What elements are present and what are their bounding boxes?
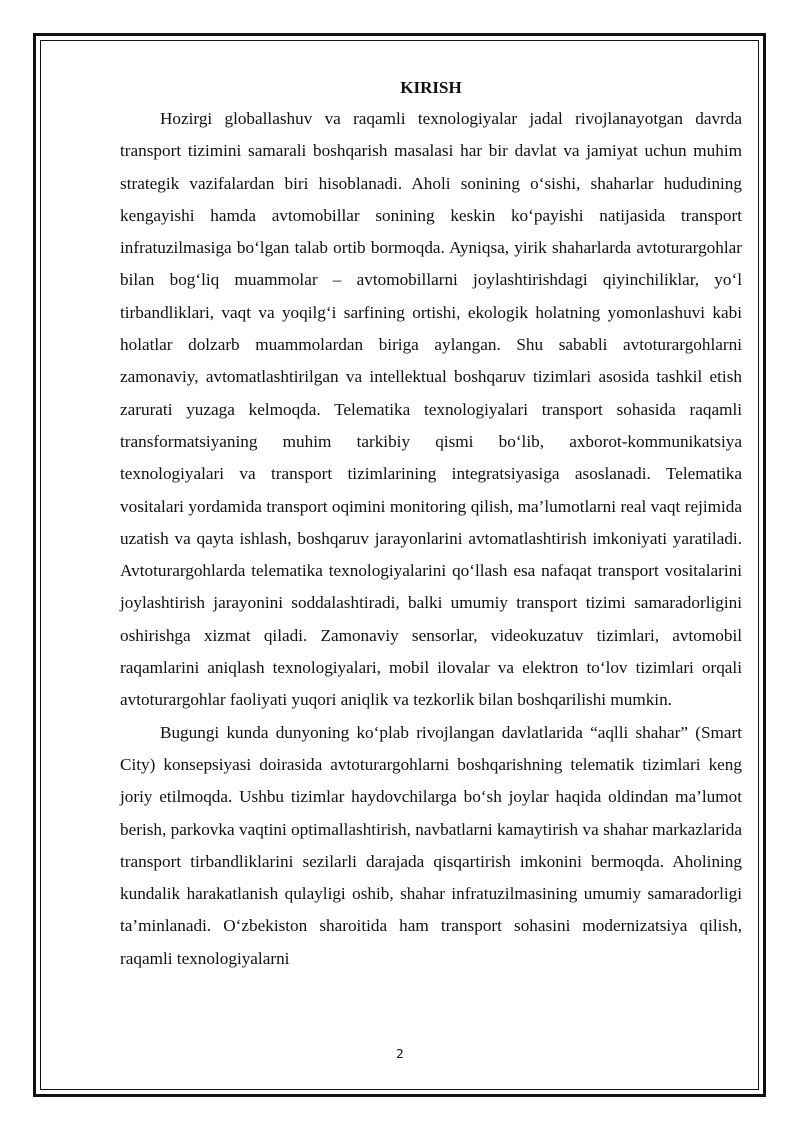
paragraph-1: Hozirgi globallashuv va raqamli texnologiyalar jadal rivojlanayotgan davrda transport tizimini samarali boshqarish masalasi har bir davlat va jamiyat uchun muhim strategik vazifalardan biri hisoblanadi. Aholi sonining o‘sishi, shaharlar hududining kengayishi hamda avtomobillar sonining keskin ko‘payishi natijasida transport infratuzilmasiga bo‘lgan talab ortib bormoqda. Ayniqsa, yirik shaharlarda avtoturargohlar bilan bog‘liq muammolar – avtomobillarni joylashtirishdagi qiyinchiliklar, yo‘l tirbandliklari, vaqt va yoqilg‘i sarfining ortishi, ekologik holatning yomonlashuvi kabi holatlar dolzarb muammolardan biriga aylangan. Shu sababli avtoturargohlarni zamonaviy, avtomatlashtirilgan va intellektual boshqaruv tizimlari asosida tashkil etish zarurati yuzaga kelmoqda. Telematika texnologiyalari transport sohasida raqamli transformatsiyaning muhim tarkibiy qismi bo‘lib, axborot-kommunikatsiya texnologiyalari va transport tizimlarining integratsiyasiga asoslanadi. Telematika vositalari yordamida transport oqimini monitoring qilish, ma’lumotlarni real vaqt rejimida uzatish va qayta ishlash, boshqaruv jarayonlarini avtomatlashtirish imkoniyati yaratiladi. Avtoturargohlarda telematika texnologiyalarini qo‘llash esa nafaqat transport vositalarini joylashtirish jarayonini soddalashtiradi, balki umumiy transport tizimi samaradorligini oshirishga xizmat qiladi. Zamonaviy sensorlar, videokuzatuv tizimlari, avtomobil raqamlarini aniqlash texnologiyalari, mobil ilovalar va elektron to‘lov tizimlari orqali avtoturargohlar faoliyati yuqori aniqlik va tezkorlik bilan boshqarilishi mumkin.: [120, 109, 742, 710]
paragraph-2: Bugungi kunda dunyoning ko‘plab rivojlangan davlatlarida “aqlli shahar” (Smart City) konsepsiyasi doirasida avtoturargohlarni boshqarishning telematik tizimlari keng joriy etilmoqda. Ushbu tizimlar haydovchilarga bo‘sh joylar haqida oldindan ma’lumot berish, parkovka vaqtini optimallashtirish, navbatlarni kamaytirish va shahar markazlarida transport tirbandliklarini sezilarli darajada qisqartirish imkonini bermoqda. Aholining kundalik harakatlanish qulayligi oshib, shahar infratuzilmasining umumiy samaradorligi ta’minlanadi. O‘zbekiston sharoitida ham transport sohasini modernizatsiya qilish, raqamli texnologiyalarni: [120, 722, 742, 968]
document-body: [120, 74, 742, 975]
page-number: 2: [396, 1047, 404, 1061]
section-title: KIRISH: [400, 78, 462, 97]
